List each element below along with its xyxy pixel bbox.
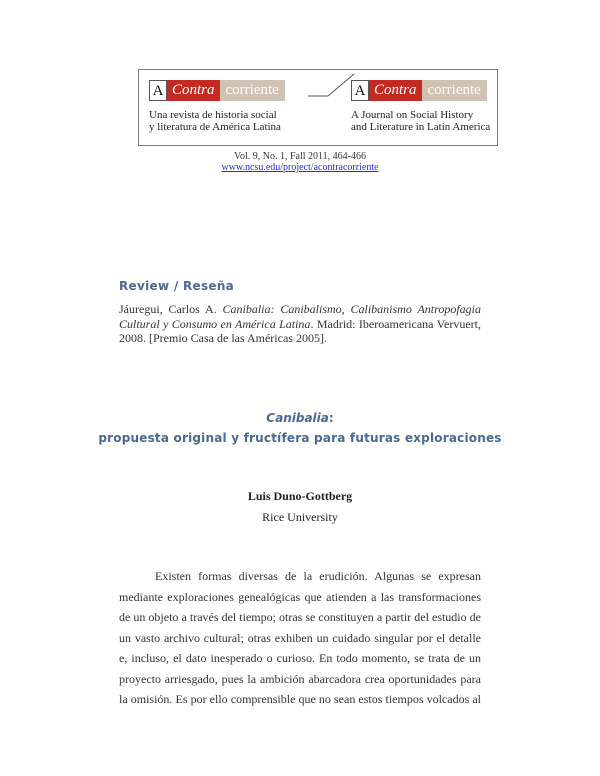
body-line: mediante exploraciones genealógicas que atienden a las transformaciones <box>119 589 481 604</box>
volume-info: Vol. 9, No. 1, Fall 2011, 464-466 <box>234 151 366 162</box>
body-line: un vasto archivo cultural; otras exhiben un cuidado singular por el detalle <box>119 630 481 645</box>
journal-logo-spanish: A Contra corriente <box>149 80 319 101</box>
masthead-spanish <box>149 80 319 133</box>
article-author: Luis Duno-Gottberg <box>247 489 353 503</box>
journal-masthead <box>138 69 498 146</box>
author-affiliation: Rice University <box>262 510 338 524</box>
masthead-english-tagline: A Journal on Social History and Literature in Latin America <box>351 109 491 133</box>
article-title: Canibalia: <box>266 411 334 425</box>
reference-author: Jáuregui, Carlos A. <box>119 302 217 316</box>
body-line: Existen formas diversas de la erudición. Algunas se expresan <box>155 569 481 583</box>
article-body <box>119 566 481 710</box>
body-line: la omisión. Es por ello comprensible que no sean estos tiempos volcados al <box>119 692 481 706</box>
masthead-spanish-tagline: Una revista de historia social y literatura de América Latina <box>149 109 281 133</box>
journal-logo-english: A Contra corriente <box>351 80 501 101</box>
masthead-english <box>351 80 501 133</box>
section-label: Review / Reseña <box>119 279 235 293</box>
body-line: proyecto arriesgado, pues la ambición abarcadora crea oportunidades para <box>119 671 481 686</box>
body-line: e, incluso, el dato inesperado o curioso. En todo momento, se trata de un <box>119 651 481 665</box>
reference-publisher: . Madrid: Iberoamericana Vervuert, 2008. [Premio Casa de las Américas 2005]. <box>119 316 481 345</box>
article-subtitle: propuesta original y fructífera para futuras exploraciones <box>98 431 502 445</box>
journal-url[interactable]: www.ncsu.edu/project/acontracorriente <box>221 162 379 173</box>
book-reference <box>119 302 481 346</box>
body-line: de un objeto a través del tiempo; otras se constituyen a partir del estudio de <box>119 610 481 624</box>
reference-title: Canibalia: Canibalismo, Calibanismo Antropofagia Cultural y Consumo en América Latina <box>119 302 481 331</box>
